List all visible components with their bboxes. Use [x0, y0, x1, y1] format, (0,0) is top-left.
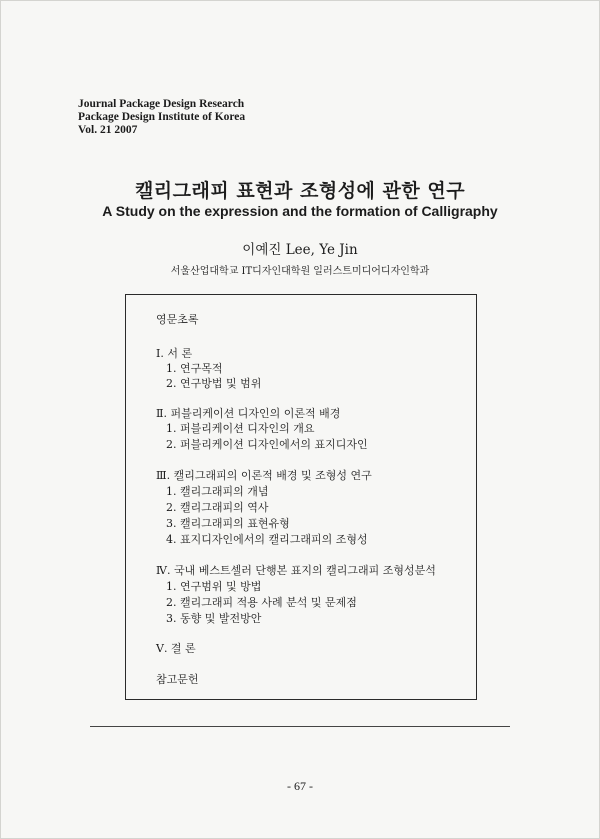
toc-section-4: Ⅳ. 국내 베스트셀러 단행본 표지의 캘리그래피 조형성분석	[156, 564, 436, 577]
page-number: - 67 -	[287, 779, 313, 793]
toc-item: 3. 캘리그래피의 표현유형	[166, 517, 290, 530]
journal-name: Journal Package Design Research	[78, 98, 245, 110]
toc-item: 1. 연구목적	[166, 362, 223, 375]
institute-name: Package Design Institute of Korea	[78, 111, 246, 123]
toc-references: 참고문헌	[156, 673, 199, 686]
toc-item: 3. 동향 및 발전방안	[166, 612, 262, 625]
toc-item: 2. 캘리그래피 적용 사례 분석 및 문제점	[166, 596, 357, 609]
toc-item: 2. 연구방법 및 범위	[166, 377, 262, 390]
volume-info: Vol. 21 2007	[78, 124, 138, 136]
toc-item: 4. 표지디자인에서의 캘리그래피의 조형성	[166, 533, 368, 546]
toc-abstract: 영문초록	[156, 313, 199, 326]
toc-section-1: Ⅰ. 서 론	[156, 347, 193, 360]
footer-rule	[90, 726, 510, 727]
table-of-contents	[125, 294, 477, 700]
toc-item: 2. 캘리그래피의 역사	[166, 501, 269, 514]
toc-section-5: Ⅴ. 결 론	[156, 642, 196, 655]
title-korean: 캘리그래피 표현과 조형성에 관한 연구	[134, 180, 466, 202]
journal-header	[78, 98, 245, 137]
author-affiliation: 서울산업대학교 IT디자인대학원 일러스트미디어디자인학과	[170, 266, 430, 277]
toc-section-3: Ⅲ. 캘리그래피의 이론적 배경 및 조형성 연구	[156, 469, 372, 482]
title-english: A Study on the expression and the formation of Calligraphy	[102, 203, 498, 219]
author-name: 이예진 Lee, Ye Jin	[242, 242, 358, 258]
toc-item: 1. 연구범위 및 방법	[166, 580, 262, 593]
toc-item: 2. 퍼블리케이션 디자인에서의 표지디자인	[166, 438, 368, 451]
toc-item: 1. 캘리그래피의 개념	[166, 485, 269, 498]
toc-section-2: Ⅱ. 퍼블리케이션 디자인의 이론적 배경	[156, 407, 341, 420]
toc-item: 1. 퍼블리케이션 디자인의 개요	[166, 422, 315, 435]
